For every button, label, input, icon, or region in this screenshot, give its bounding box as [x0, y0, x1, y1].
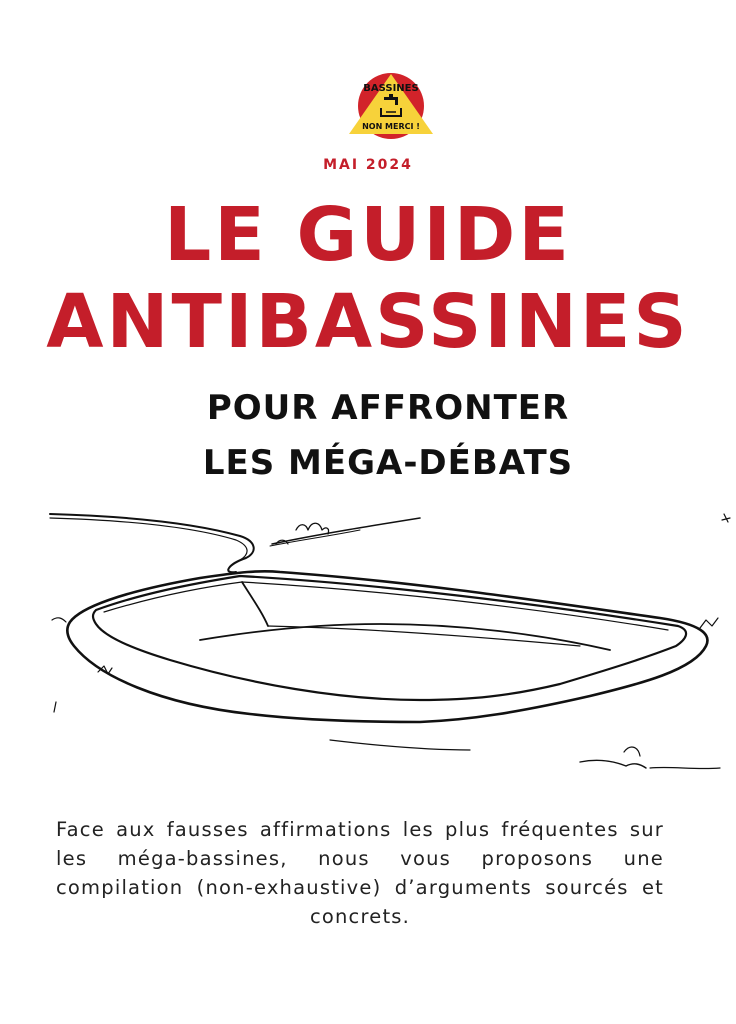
mega-basin-drawing: [0, 500, 736, 790]
publication-date: MAI 2024: [323, 157, 413, 173]
logo-text-bottom: NON MERCI !: [362, 122, 420, 131]
title-line-2: ANTIBASSINES: [46, 279, 690, 365]
logo-text-top: BASSINES: [363, 83, 419, 94]
bassines-non-merci-logo: [343, 72, 439, 140]
subtitle-line-2: LES MÉGA-DÉBATS: [202, 443, 574, 483]
subtitle-line-1: POUR AFFRONTER: [206, 388, 570, 428]
title-line-1: LE GUIDE: [164, 192, 572, 278]
intro-paragraph: Face aux fausses affirmations les plus fréquentes sur les méga-bassines, nous vous proposons une compilation (non-exhaustive) d’arguments sourcés et concrets.: [56, 818, 664, 928]
